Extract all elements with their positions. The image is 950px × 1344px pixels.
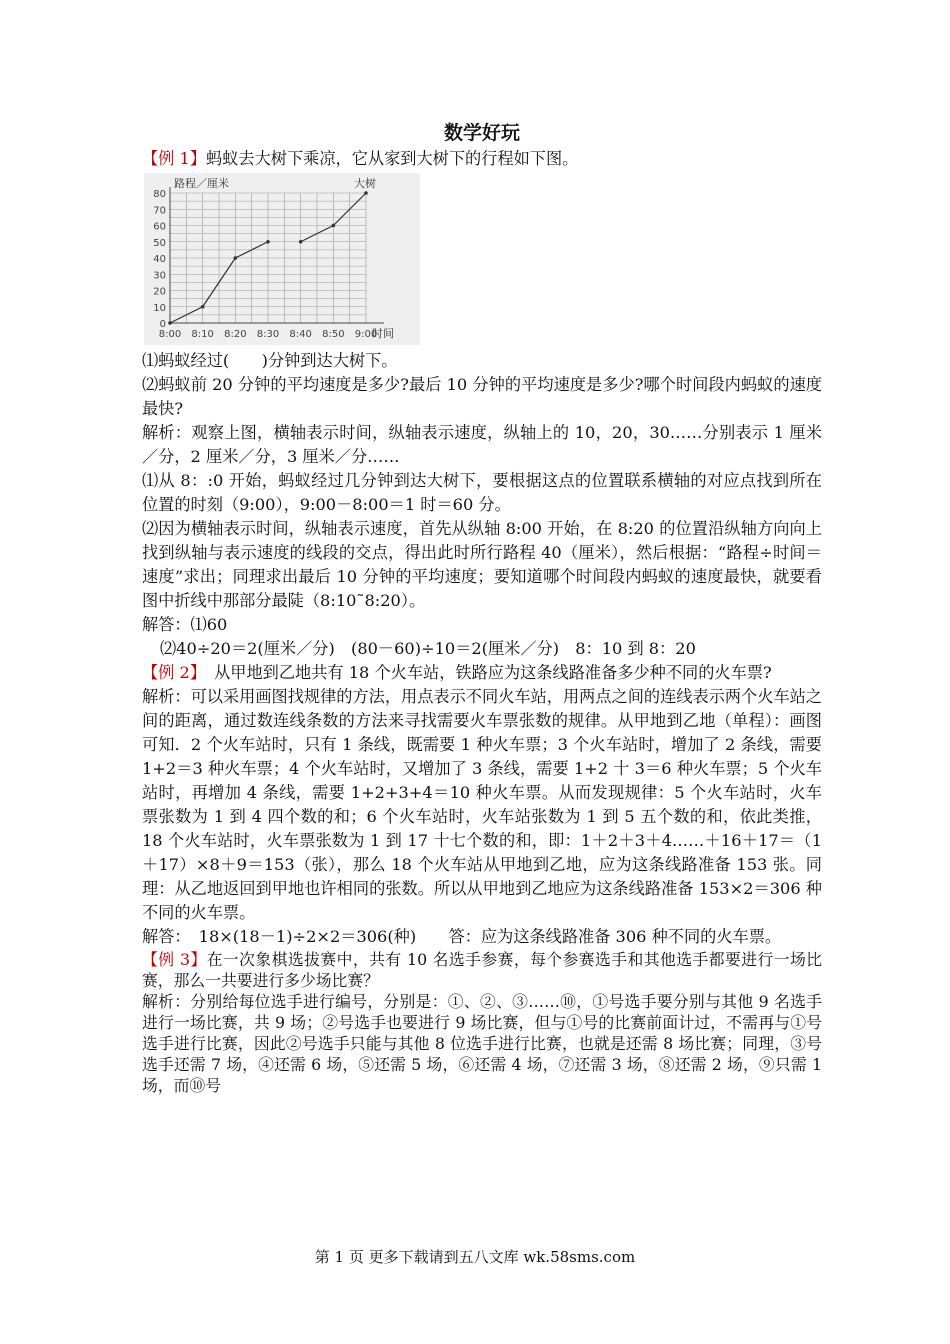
tree-annotation: 大树 [354, 177, 376, 190]
example-3-tag: 【例 3】 [142, 950, 207, 969]
example-1-solution: 解答：⑴60 [142, 615, 228, 634]
x-tick-label: 8:00 [158, 329, 182, 340]
example-2-tag: 【例 2】 [142, 663, 198, 682]
y-tick-label: 60 [153, 221, 166, 233]
data-point [234, 256, 238, 260]
data-point [201, 305, 205, 309]
y-tick-label: 50 [153, 237, 166, 249]
y-tick-label: 10 [153, 302, 166, 314]
example-1-intro [142, 147, 822, 171]
data-point [266, 240, 270, 244]
y-axis-label: 路程／厘米 [174, 177, 229, 190]
example-1-tag: 【例 1】 [142, 149, 207, 168]
example-2-answer: 解答： 18×(18－1)÷2×2＝306(种) 答：应为这条线路准备 306 种不同的火车票。 [142, 927, 782, 946]
page-footer: 第 1 页 更多下载请到五八文库 wk.58sms.com [314, 1248, 636, 1266]
example-1-solution-2: ⑵40÷20＝2(厘米／分) (80－60)÷10＝2(厘米／分) 8：10 到 8：20 [160, 639, 696, 658]
example-2-text: 从甲地到乙地共有 18 个火车站，铁路应为这条线路准备多少种不同的火车票? [197, 663, 772, 682]
y-tick-label: 30 [153, 270, 166, 282]
page-title: 数学好玩 [443, 122, 520, 144]
x-tick-label: 8:30 [256, 329, 280, 340]
y-tick-label: 70 [153, 205, 166, 217]
example-3-block [142, 949, 822, 1096]
x-tick-label: 8:10 [191, 329, 214, 340]
example-2-intro [142, 661, 822, 685]
example-2-analysis: 解析：可以采用画图找规律的方法，用点表示不同火车站，用两点之间的连线表示两个火车站之间的距离，通过数连线条数的方法来寻找需要火车票张数的规律。从甲地到乙地（单程）：画图可知．2 个火车站时，只有 1 条线，既需要 1 种火车票；3 个火车站时，增加了 2 条线，需要 1+2＝3 种火车票；4 个火车站时，又增加了 3 条线，需要 1+2 十 3＝6 种火车票；5 个火车站时，再增加 4 条线，需要 1+2+3+4＝10 种火车票。从而发现规律：5 个火车站时，火车票张数为 1 到 4 四个数的和；6 个火车站时，火车站张数为 1 到 5 五个数的和，依此类推，18 个火车站时，火车票张数为 1 到 17 十七个数的和，即：1＋2＋3＋4……＋16＋17＝（1＋17）×8＋9＝153（张），那么 18 个火车站从甲地到乙地，应为这条线路准备 153 张。同理：从乙地返回到甲地也许相同的张数。所以从甲地到乙地应为这条线路准备 153×2＝306 种不同的火车票。 [142, 687, 822, 922]
data-point [364, 191, 368, 195]
data-point [299, 240, 303, 244]
example-1-question-1: ⑴蚂蚁经过( )分钟到达大树下。 [142, 351, 398, 370]
x-tick-label: 8:50 [322, 329, 345, 340]
x-axis-label: 时间 [372, 327, 394, 340]
example-3-analysis: 解析：分别给每位选手进行编号，分别是：①、②、③……⑩，①号选手要分别与其他 9 名选手进行一场比赛，共 9 场；②号选手也要进行 9 场比赛，但与①号的比赛前面计过，不需再与①号选手进行比赛，因此②号选手只能与其他 8 位选手进行比赛，也就是还需 8 场比赛；同理，③号选手还需 7 场，④还需 6 场，⑤还需 5 场，⑥还需 4 场，⑦还需 3 场，⑧还需 2 场，⑨只需 1 场，而⑩号 [142, 992, 822, 1095]
x-tick-label: 8:40 [289, 329, 312, 340]
example-1-analysis: 解析：观察上图，横轴表示时间，纵轴表示速度，纵轴上的 10，20，30……分别表示 1 厘米／分，2 厘米／分，3 厘米／分…… [142, 423, 822, 466]
x-tick-label: 8:20 [224, 329, 247, 340]
y-tick-label: 0 [159, 319, 166, 330]
example-1-text: 蚂蚁去大树下乘凉，它从家到大树下的行程如下图。 [206, 149, 579, 168]
example-1-answer-2: ⑵因为横轴表示时间，纵轴表示速度，首先从纵轴 8:00 开始，在 8:20 的位置沿纵轴方向向上找到纵轴与表示速度的线段的交点，得出此时所行路程 40（厘米），然后根据：“路程÷时间＝速度”求出；同理求出最后 10 分钟的平均速度；要知道哪个时间段内蚂蚁的速度最快，就要看图中折线中那部分最陡（8:10˜8:20）。 [142, 519, 822, 610]
distance-time-chart [144, 173, 420, 345]
document-body [142, 118, 822, 1096]
y-tick-label: 20 [153, 286, 166, 298]
data-point [168, 321, 172, 325]
chart-svg [144, 173, 420, 345]
example-1-question-2: ⑵蚂蚁前 20 分钟的平均速度是多少?最后 10 分钟的平均速度是多少?哪个时间段内蚂蚁的速度最快? [142, 375, 822, 418]
y-tick-label: 80 [153, 189, 166, 200]
example-3-text: 在一次象棋选拔赛中，共有 10 名选手参赛，每个参赛选手和其他选手都要进行一场比赛，那么一共要进行多少场比赛？ [142, 950, 822, 990]
example-1-answer-1: ⑴从 8：:0 开始，蚂蚁经过几分钟到达大树下，要根据这点的位置联系横轴的对应点找到所在位置的时刻（9:00），9:00－8:00＝1 时＝60 分。 [142, 471, 822, 514]
x-tick-label: 9:00 [354, 329, 378, 340]
example-3-intro [142, 949, 822, 991]
data-point [332, 224, 336, 228]
y-tick-label: 40 [153, 254, 166, 265]
